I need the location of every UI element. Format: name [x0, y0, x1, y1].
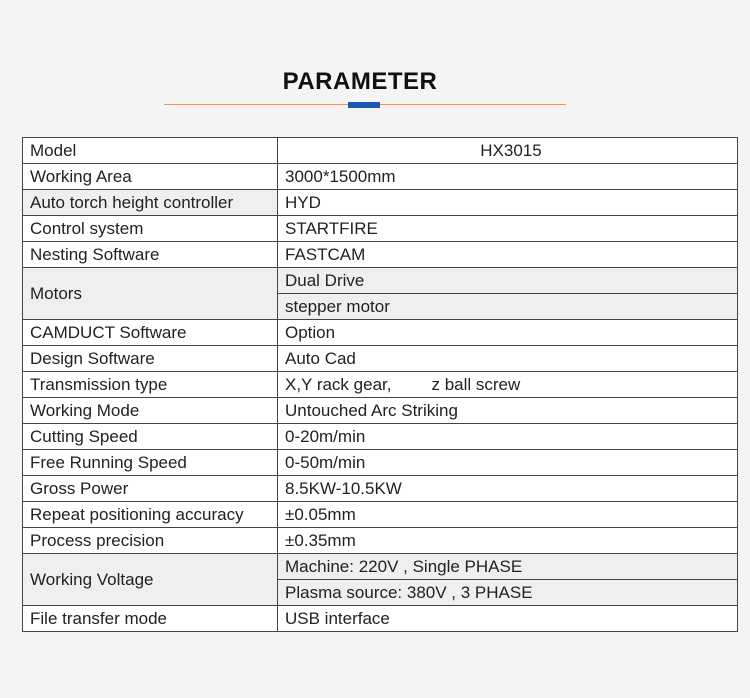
transmission-xy: X,Y rack gear,: [285, 375, 392, 394]
param-value-voltage-machine: Machine: 220V , Single PHASE: [278, 554, 738, 580]
param-value-transmission: [278, 372, 738, 398]
param-label-motors: Motors: [23, 268, 278, 320]
param-label-working-mode: Working Mode: [23, 398, 278, 424]
param-label-gross-power: Gross Power: [23, 476, 278, 502]
table-row: [23, 268, 738, 294]
table-row: [23, 502, 738, 528]
param-value-voltage-plasma: Plasma source: 380V , 3 PHASE: [278, 580, 738, 606]
table-row: [23, 138, 738, 164]
param-value-gross-power: 8.5KW-10.5KW: [278, 476, 738, 502]
param-value-working-mode: Untouched Arc Striking: [278, 398, 738, 424]
param-label-free-running-speed: Free Running Speed: [23, 450, 278, 476]
param-value-design-software: Auto Cad: [278, 346, 738, 372]
table-row: [23, 190, 738, 216]
table-row: [23, 476, 738, 502]
table-row: [23, 242, 738, 268]
param-label-file-transfer: File transfer mode: [23, 606, 278, 632]
param-label-model: Model: [23, 138, 278, 164]
table-row: [23, 554, 738, 580]
table-row: [23, 320, 738, 346]
param-value-motors-2: stepper motor: [278, 294, 738, 320]
table-row: [23, 424, 738, 450]
title-accent-bar: [348, 102, 380, 108]
table-row: [23, 398, 738, 424]
param-label-process-precision: Process precision: [23, 528, 278, 554]
parameter-table: [22, 137, 738, 632]
table-row: [23, 606, 738, 632]
param-label-transmission: Transmission type: [23, 372, 278, 398]
param-label-working-area: Working Area: [23, 164, 278, 190]
param-value-nesting-software: FASTCAM: [278, 242, 738, 268]
param-value-working-area: 3000*1500mm: [278, 164, 738, 190]
param-value-repeat-accuracy: ±0.05mm: [278, 502, 738, 528]
param-value-motors-1: Dual Drive: [278, 268, 738, 294]
table-row: [23, 164, 738, 190]
param-value-torch-height: HYD: [278, 190, 738, 216]
param-value-free-running-speed: 0-50m/min: [278, 450, 738, 476]
table-row: [23, 346, 738, 372]
param-value-control-system: STARTFIRE: [278, 216, 738, 242]
param-label-design-software: Design Software: [23, 346, 278, 372]
param-value-camduct: Option: [278, 320, 738, 346]
param-label-repeat-accuracy: Repeat positioning accuracy: [23, 502, 278, 528]
transmission-z: z ball screw: [431, 375, 521, 394]
param-label-torch-height: Auto torch height controller: [23, 190, 278, 216]
param-value-cutting-speed: 0-20m/min: [278, 424, 738, 450]
param-value-process-precision: ±0.35mm: [278, 528, 738, 554]
param-label-cutting-speed: Cutting Speed: [23, 424, 278, 450]
param-label-nesting-software: Nesting Software: [23, 242, 278, 268]
table-row: [23, 450, 738, 476]
param-label-control-system: Control system: [23, 216, 278, 242]
param-label-working-voltage: Working Voltage: [23, 554, 278, 606]
page-title: PARAMETER: [282, 68, 438, 95]
table-row: [23, 372, 738, 398]
param-value-file-transfer: USB interface: [278, 606, 738, 632]
table-row: [23, 216, 738, 242]
table-row: [23, 528, 738, 554]
param-label-camduct: CAMDUCT Software: [23, 320, 278, 346]
param-value-model: HX3015: [278, 138, 738, 164]
